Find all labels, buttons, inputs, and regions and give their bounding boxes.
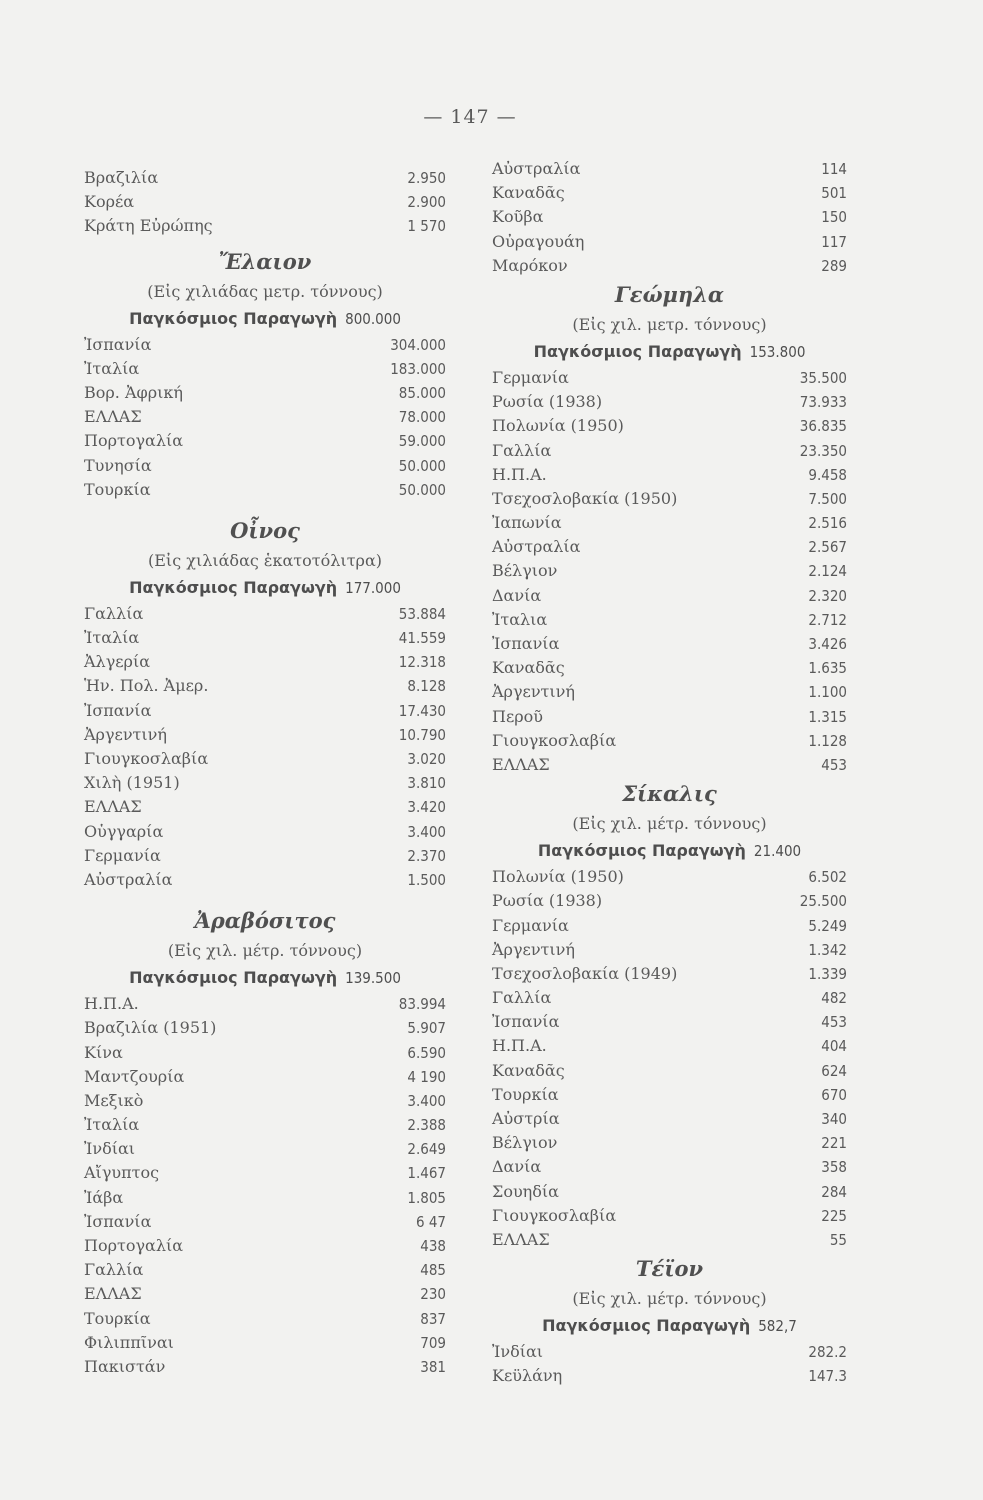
country-name: Ἰσπανία — [492, 1012, 560, 1032]
country-name: Ἰσπανία — [492, 634, 560, 653]
country-name: Δανία — [492, 585, 542, 605]
table-row — [492, 753, 847, 777]
table-row — [492, 656, 847, 680]
table-row — [84, 868, 446, 892]
country-name: Γαλλία — [84, 1260, 144, 1280]
table-row — [84, 699, 446, 723]
production-value: 3.400 — [407, 822, 446, 841]
production-value: 670 — [821, 1085, 847, 1104]
country-name: ΕΛΛΑΣ — [84, 797, 142, 817]
unit-label: (Εἰς χιλ. μέτρ. τόννους) — [572, 814, 767, 834]
production-value: 5.249 — [808, 916, 847, 935]
country-name: Η.Π.Α. — [492, 464, 547, 484]
production-value: 2.124 — [808, 562, 847, 581]
table-row — [492, 962, 847, 986]
section-title: Οἶνος — [230, 517, 300, 543]
production-value: 73.933 — [799, 393, 847, 412]
production-value: 114 — [821, 160, 847, 178]
table-row — [492, 914, 847, 938]
section-oinos — [84, 514, 446, 892]
production-value: 3.420 — [407, 798, 446, 817]
production-value: 304.000 — [390, 335, 446, 354]
production-value: 1.805 — [407, 1188, 446, 1207]
right-top-list — [492, 157, 847, 278]
production-value: 1.342 — [808, 940, 847, 959]
table-row — [492, 705, 847, 729]
production-value: 150 — [821, 208, 847, 227]
country-name: Τουρκία — [84, 479, 151, 499]
world-production — [492, 837, 847, 865]
country-name: Ἰνδίαι — [492, 1342, 544, 1362]
production-value: 7.500 — [808, 489, 847, 508]
country-name: Κράτη Εὐρώπης — [84, 216, 213, 236]
world-production-label: Παγκόσμιος Παραγωγὴ — [129, 968, 338, 988]
country-name: Τυνησία — [84, 455, 152, 475]
country-name: Γαλλία — [492, 988, 552, 1008]
table-row — [84, 1331, 446, 1355]
country-name: Γερμανία — [492, 915, 569, 935]
production-value: 3.426 — [808, 635, 847, 653]
production-value: 10.790 — [398, 725, 446, 744]
production-value: 8.128 — [407, 677, 446, 696]
table-row — [84, 1161, 446, 1185]
country-name: Ἰταλία — [84, 628, 140, 648]
table-row — [84, 166, 446, 190]
country-name: Φιλιππῖναι — [84, 1332, 174, 1352]
production-value: 358 — [821, 1158, 847, 1177]
table-row — [492, 1155, 847, 1179]
world-production — [84, 574, 446, 602]
country-name: Βορ. Ἀφρική — [84, 382, 183, 402]
table-row — [492, 463, 847, 487]
unit-label: (Εἰς χιλιάδας ἑκατοτόλιτρα) — [148, 550, 382, 570]
country-name: ΕΛΛΑΣ — [84, 407, 142, 427]
country-name: Περοῦ — [492, 706, 544, 726]
world-production-value: 582,7 — [758, 1317, 797, 1336]
production-value: 453 — [821, 755, 847, 774]
section-title: Γεώμηλα — [614, 281, 725, 307]
country-name: Γιουγκοσλαβία — [492, 730, 617, 750]
table-row — [84, 747, 446, 771]
production-value: 183.000 — [390, 359, 446, 378]
table-row — [84, 454, 446, 478]
country-name: Σουηδία — [492, 1181, 559, 1201]
country-name: Βέλγιον — [492, 561, 558, 581]
table-row — [84, 844, 446, 868]
country-name: Αἴγυπτος — [84, 1163, 160, 1183]
table-row — [84, 674, 446, 698]
table-row — [84, 190, 446, 214]
world-production-label: Παγκόσμιος Παραγωγὴ — [537, 841, 746, 861]
production-value: 453 — [821, 1013, 847, 1032]
production-value: 2.320 — [808, 586, 847, 605]
country-name: Καναδᾶς — [492, 1060, 565, 1080]
country-name: Κοῦβα — [492, 207, 544, 227]
world-production — [492, 1312, 847, 1340]
world-production — [84, 305, 446, 333]
table-row — [84, 771, 446, 795]
country-name: Μεξικὸ — [84, 1090, 144, 1110]
table-row — [492, 1010, 847, 1034]
production-value: 284 — [821, 1182, 847, 1201]
country-name: Οὐραγουάη — [492, 231, 585, 251]
country-name: Η.Π.Α. — [84, 994, 139, 1014]
table-row — [492, 1364, 847, 1388]
production-value: 6.590 — [407, 1043, 446, 1062]
production-value: 50.000 — [398, 480, 446, 499]
table-row — [84, 1016, 446, 1040]
country-name: Η.Π.Α. — [492, 1036, 547, 1056]
production-value: 837 — [420, 1309, 446, 1328]
country-list — [492, 1340, 847, 1388]
country-name: Βέλγιον — [492, 1133, 558, 1153]
production-value: 78.000 — [398, 408, 446, 427]
country-name: Κίνα — [84, 1042, 123, 1062]
country-name: Τσεχοσλοβακία (1950) — [492, 488, 678, 508]
production-value: 485 — [420, 1261, 446, 1280]
production-value: 1.500 — [407, 870, 446, 889]
world-production-label: Παγκόσμιος Παραγωγὴ — [129, 577, 338, 597]
production-value: 83.994 — [398, 995, 446, 1014]
production-value: 6.502 — [808, 868, 847, 887]
table-row — [492, 632, 847, 656]
country-name: Ἰταλια — [492, 609, 548, 629]
production-value: 85.000 — [398, 383, 446, 402]
production-value: 12.318 — [398, 653, 446, 672]
production-value: 1.635 — [808, 659, 847, 678]
world-production-value: 139.500 — [345, 969, 401, 988]
country-name: Ἰάβα — [84, 1187, 124, 1207]
country-name: Ἡν. Πολ. Ἀμερ. — [84, 676, 209, 696]
country-name: Ἰσπανία — [84, 334, 152, 354]
country-list — [84, 333, 446, 502]
section-title: Σίκαλις — [622, 781, 717, 807]
country-name: Οὑγγαρία — [84, 821, 164, 841]
production-value: 3.810 — [407, 774, 446, 793]
unit-label: (Εἰς χιλιάδας μετρ. τόννους) — [147, 281, 383, 301]
table-row — [492, 439, 847, 463]
country-name: Ρωσία (1938) — [492, 891, 603, 911]
table-row — [492, 1034, 847, 1058]
table-row — [492, 390, 847, 414]
world-production-label: Παγκόσμιος Παραγωγὴ — [129, 308, 338, 328]
country-name: Γιουγκοσλαβία — [84, 749, 209, 768]
production-value: 230 — [420, 1285, 446, 1304]
country-name: Μαρόκον — [492, 255, 568, 275]
table-row — [84, 429, 446, 453]
country-name: ΕΛΛΑΣ — [492, 1229, 550, 1249]
country-name: Πολωνία (1950) — [492, 416, 624, 436]
country-name: Αὐστραλία — [84, 869, 173, 889]
production-value: 289 — [821, 256, 847, 275]
production-value: 221 — [821, 1134, 847, 1153]
country-name: Ἰσπανία — [84, 1211, 152, 1231]
table-row — [492, 535, 847, 559]
country-name: Αὐστραλία — [492, 537, 581, 557]
production-value: 1.315 — [808, 707, 847, 726]
world-production-label: Παγκόσμιος Παραγωγὴ — [533, 341, 742, 361]
table-row — [84, 1186, 446, 1210]
table-row — [492, 865, 847, 889]
table-row — [84, 1137, 446, 1161]
table-row — [84, 333, 446, 357]
world-production-value: 153.800 — [749, 342, 806, 361]
production-value: 59.000 — [398, 432, 446, 451]
country-list — [492, 366, 847, 777]
country-name: Ἰνδίαι — [84, 1139, 136, 1159]
world-production-value: 800.000 — [345, 309, 401, 328]
unit-label: (Εἰς χιλ. μέτρ. τόννους) — [572, 1289, 767, 1309]
production-value: 3.020 — [407, 750, 446, 768]
production-value: 17.430 — [398, 701, 446, 720]
page-number: — 147 — — [423, 106, 517, 128]
table-row — [492, 1204, 847, 1228]
production-value: 1.100 — [808, 683, 847, 702]
production-value: 35.500 — [799, 368, 847, 387]
table-row — [492, 938, 847, 962]
table-row — [84, 820, 446, 844]
world-production-value: 177.000 — [345, 578, 401, 597]
unit-label: (Εἰς χιλ. μετρ. τόννους) — [572, 314, 767, 334]
country-name: ΕΛΛΑΣ — [84, 1284, 142, 1304]
country-name: Πολωνία (1950) — [492, 867, 624, 887]
unit-label: (Εἰς χιλ. μέτρ. τόννους) — [167, 941, 363, 961]
production-value: 147.3 — [808, 1367, 847, 1386]
table-row — [492, 1340, 847, 1364]
production-value: 6 47 — [415, 1212, 446, 1231]
right-column — [492, 157, 847, 1389]
table-row — [492, 1180, 847, 1204]
table-row — [84, 723, 446, 747]
country-name: Ἀλγερία — [84, 652, 151, 672]
production-value: 501 — [821, 184, 847, 203]
table-row — [492, 559, 847, 583]
section-title: Ἔλαιον — [218, 248, 312, 274]
country-name: Καναδᾶς — [492, 658, 565, 678]
country-name: Αὐστραλία — [492, 159, 581, 178]
table-row — [492, 230, 847, 254]
world-production-label: Παγκόσμιος Παραγωγὴ — [542, 1316, 751, 1336]
table-row — [492, 680, 847, 704]
section-elaion — [84, 245, 446, 502]
production-value: 117 — [821, 232, 847, 251]
production-value: 482 — [821, 989, 847, 1008]
production-value: 1.128 — [808, 731, 847, 750]
production-value: 2.900 — [407, 193, 446, 212]
table-row — [492, 157, 847, 181]
table-row — [492, 608, 847, 632]
country-name: Κεϋλάνη — [492, 1366, 563, 1386]
table-row — [84, 381, 446, 405]
table-row — [84, 1210, 446, 1234]
country-list — [84, 602, 446, 892]
table-row — [84, 1089, 446, 1113]
table-row — [492, 366, 847, 390]
country-name: Ἰταλία — [84, 1115, 140, 1135]
table-row — [84, 405, 446, 429]
production-value: 55 — [829, 1230, 847, 1249]
table-row — [84, 602, 446, 626]
table-row — [492, 986, 847, 1010]
country-name: Πορτογαλία — [84, 1236, 184, 1255]
section-teion — [492, 1252, 847, 1388]
table-row — [84, 1113, 446, 1137]
table-row — [492, 889, 847, 913]
table-row — [492, 1228, 847, 1252]
section-geomila — [492, 278, 847, 777]
table-row — [84, 1258, 446, 1282]
section-title: Ἀραβόσιτος — [194, 908, 336, 934]
country-name: Τσεχοσλοβακία (1949) — [492, 963, 678, 983]
world-production — [84, 964, 446, 992]
section-sikalis — [492, 777, 847, 1252]
table-row — [84, 1234, 446, 1258]
production-value: 2.950 — [407, 169, 446, 187]
table-row — [84, 1065, 446, 1089]
production-value: 50.000 — [398, 456, 446, 475]
table-row — [492, 205, 847, 229]
table-row — [84, 992, 446, 1016]
country-name: Αὐστρία — [492, 1109, 560, 1128]
table-row — [84, 1282, 446, 1306]
country-name: Γερμανία — [84, 845, 161, 865]
country-name: Γερμανία — [492, 367, 569, 387]
production-value: 9.458 — [808, 465, 847, 484]
country-name: Ἀργεντινή — [84, 724, 167, 744]
production-value: 3.400 — [407, 1091, 446, 1110]
section-title: Τέϊον — [635, 1256, 704, 1282]
world-production-value: 21.400 — [753, 842, 802, 861]
production-value: 404 — [821, 1037, 847, 1056]
production-value: 1 570 — [407, 217, 446, 236]
production-value: 1.339 — [808, 964, 847, 983]
production-value: 381 — [420, 1357, 446, 1376]
table-row — [492, 414, 847, 438]
world-production — [492, 338, 847, 366]
country-name: Τουρκία — [84, 1308, 151, 1328]
country-name: Γαλλία — [84, 603, 144, 623]
table-row — [492, 1059, 847, 1083]
section-aravositos — [84, 904, 446, 1379]
production-value: 624 — [821, 1061, 847, 1080]
country-name: Ἀργεντινή — [492, 682, 575, 702]
table-row — [84, 1355, 446, 1379]
production-value: 5.907 — [407, 1019, 446, 1038]
country-name: Ἰταλία — [84, 358, 140, 378]
production-value: 1.467 — [407, 1164, 446, 1183]
country-name: Πακιστάν — [84, 1356, 166, 1376]
country-name: Τουρκία — [492, 1084, 559, 1104]
table-row — [492, 487, 847, 511]
production-value: 2.388 — [407, 1116, 446, 1135]
country-name: Γαλλία — [492, 440, 552, 460]
country-name: Ἰσπανία — [84, 700, 152, 720]
production-value: 438 — [420, 1237, 446, 1255]
country-name: Δανία — [492, 1157, 542, 1177]
production-value: 53.884 — [398, 604, 446, 623]
country-name: ΕΛΛΑΣ — [492, 754, 550, 774]
production-value: 41.559 — [398, 629, 446, 648]
table-row — [84, 478, 446, 502]
country-name: Βραζιλία (1951) — [84, 1018, 217, 1038]
country-name: Ἀργεντινή — [492, 939, 575, 959]
production-value: 2.712 — [808, 610, 847, 629]
table-row — [84, 650, 446, 674]
country-name: Ἰαπωνία — [492, 513, 562, 533]
country-list — [492, 865, 847, 1252]
table-row — [84, 357, 446, 381]
production-value: 340 — [821, 1110, 847, 1128]
country-name: Ρωσία (1938) — [492, 392, 603, 412]
production-value: 36.835 — [799, 417, 847, 436]
production-value: 2.370 — [407, 846, 446, 865]
table-row — [84, 214, 446, 238]
country-name: Κορέα — [84, 192, 135, 212]
table-row — [492, 1083, 847, 1107]
table-row — [492, 254, 847, 278]
production-value: 2.567 — [808, 538, 847, 557]
country-name: Καναδᾶς — [492, 183, 565, 203]
table-row — [492, 584, 847, 608]
table-row — [84, 626, 446, 650]
production-value: 709 — [420, 1333, 446, 1352]
production-value: 225 — [821, 1206, 847, 1225]
country-name: Χιλὴ (1951) — [84, 773, 180, 793]
table-row — [84, 1041, 446, 1065]
country-name: Μαντζουρία — [84, 1066, 185, 1086]
country-list — [84, 992, 446, 1379]
left-column — [84, 166, 446, 1379]
production-value: 2.649 — [407, 1140, 446, 1159]
production-value: 2.516 — [808, 514, 847, 533]
table-row — [492, 181, 847, 205]
production-value: 25.500 — [799, 892, 847, 911]
table-row — [492, 511, 847, 535]
left-top-list — [84, 166, 446, 239]
country-name: Πορτογαλία — [84, 431, 184, 451]
country-name: Γιουγκοσλαβία — [492, 1205, 617, 1225]
country-name: Βραζιλία — [84, 168, 159, 187]
production-value: 23.350 — [799, 441, 847, 460]
production-value: 4 190 — [407, 1067, 446, 1086]
table-row — [492, 729, 847, 753]
table-row — [492, 1107, 847, 1131]
table-row — [492, 1131, 847, 1155]
table-row — [84, 1307, 446, 1331]
production-value: 282.2 — [808, 1343, 847, 1362]
table-row — [84, 795, 446, 819]
